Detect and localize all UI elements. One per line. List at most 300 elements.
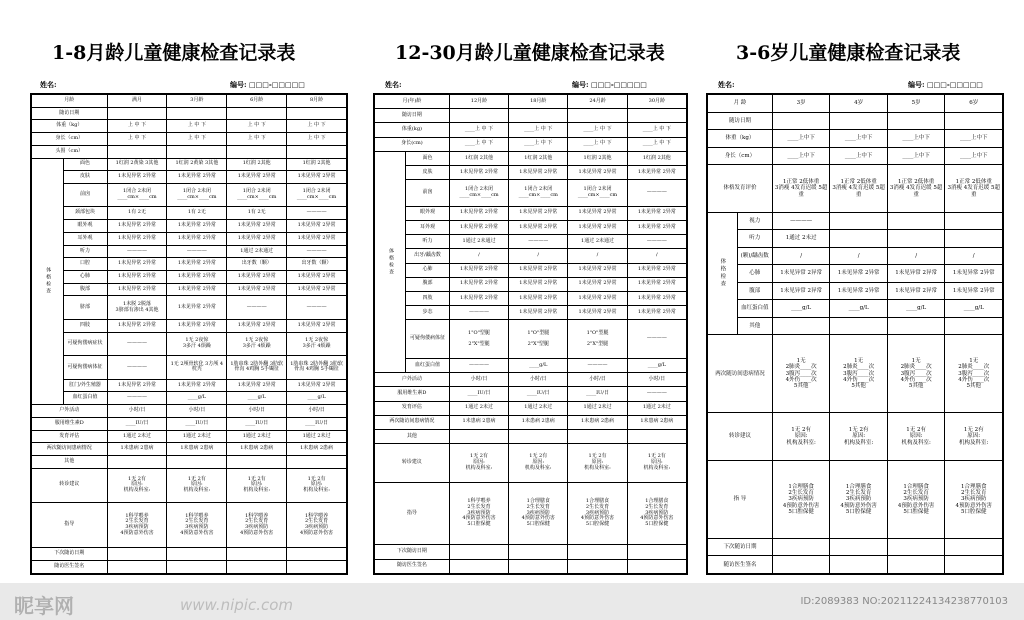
row-cell: 1未见异常 2异常 <box>449 263 508 277</box>
row-label: 指导 <box>32 503 108 548</box>
row-cell: 1未见异常 2异常 <box>887 265 945 283</box>
row-cell: 1未见异常 2异常 <box>287 220 347 233</box>
row-cell <box>227 548 287 561</box>
row-cell: 1合理膳食 2生长发育 3疾病预防 4预防意外伤害 5口腔保健 <box>627 482 686 545</box>
row-cell: 1正常 2低体重 3消瘦 4发育迟缓 5超重 <box>772 165 830 213</box>
table-row <box>32 430 347 443</box>
row-cell: 1科学喂养 2生长发育 3疾病预防 4预防意外伤害 <box>227 503 287 548</box>
row-cell: 6月龄 <box>227 95 287 108</box>
row-label: 转诊建议 <box>32 468 108 502</box>
row-label: 身长（cm） <box>32 133 108 146</box>
table-row <box>708 247 1003 265</box>
table-row <box>375 166 687 180</box>
row-cell: 1无 2夜惊 3多汗 4烦躁 <box>287 332 347 356</box>
row-cell <box>772 556 830 574</box>
table-row <box>32 258 347 271</box>
table-row <box>32 503 347 548</box>
table-row <box>32 560 347 573</box>
row-cell: 1红润 2其他 <box>509 151 568 165</box>
row-cell: 1科学喂养 2生长发育 3疾病预防 4预防意外伤害 <box>167 503 227 548</box>
table-row <box>375 545 687 559</box>
row-cell: ———— <box>627 180 686 206</box>
table-row <box>708 95 1003 113</box>
form2-name-label: 姓名: <box>385 80 402 89</box>
row-cell: 小时/日 <box>568 373 627 387</box>
row-cell <box>830 556 888 574</box>
table-row <box>32 379 347 392</box>
row-label: (颗)/龋齿数 <box>737 247 772 265</box>
row-cell <box>887 230 945 248</box>
row-cell: 1正常 2低体重 3消瘦 4发育迟缓 5超重 <box>945 165 1003 213</box>
row-cell <box>509 545 568 559</box>
row-cell: 上 中 下 <box>167 133 227 146</box>
form3-name-label: 姓名: <box>718 80 735 89</box>
row-cell: 1红润 2黄染 3其他 <box>167 158 227 171</box>
row-label: 眼外观 <box>63 220 107 233</box>
row-cell: ____IU/日 <box>167 417 227 430</box>
row-cell: 1未见异常 2异常 <box>227 319 287 332</box>
row-cell: 1无 2夜惊 3多汗 4烦躁 <box>227 332 287 356</box>
exam-group-label: 体格检查 <box>375 151 406 372</box>
row-label: 两次随访间患病情况 <box>32 443 108 456</box>
row-cell: 1未见异常 2异常 <box>627 263 686 277</box>
row-cell: 1未见异常 2异常 <box>107 232 167 245</box>
table-row <box>708 112 1003 130</box>
row-cell: 1红润 2其他 <box>627 151 686 165</box>
row-cell: 上 中 下 <box>107 120 167 133</box>
row-cell <box>509 109 568 123</box>
table-row <box>32 107 347 120</box>
row-cell: 1科学喂养 2生长发育 3疾病预防 4预防意外伤害 <box>107 503 167 548</box>
row-cell: 1未见异常 2异常 <box>568 263 627 277</box>
row-label: 心肺 <box>737 265 772 283</box>
row-cell: 3岁 <box>772 95 830 113</box>
row-cell: 1闭合 2未闭 ____cm×____cm <box>287 183 347 207</box>
row-cell <box>107 548 167 561</box>
row-label: 眼外观 <box>406 206 450 220</box>
row-label: 四肢 <box>406 291 450 305</box>
watermark-site: www.nipic.com <box>180 596 294 614</box>
row-cell: ———— <box>449 306 508 320</box>
row-cell: 1未患病 2患病 <box>287 443 347 456</box>
row-cell: 1未见异常 2异常 <box>627 277 686 291</box>
table-row <box>708 460 1003 538</box>
row-cell: 30月龄 <box>627 95 686 109</box>
row-cell: 1未见异常 2异常 <box>627 306 686 320</box>
row-cell <box>227 107 287 120</box>
table-row <box>708 265 1003 283</box>
row-label: 体重(kg) <box>375 123 450 137</box>
form1-title: 1-8月龄儿童健康检查记录表 <box>52 42 296 64</box>
row-cell <box>887 538 945 556</box>
row-cell: 1未见异常 2异常 <box>107 283 167 296</box>
row-label: 出牙/龋齿数 <box>406 249 450 263</box>
row-cell: / <box>945 247 1003 265</box>
row-label: 身长(cm) <box>375 137 450 151</box>
row-cell: / <box>509 249 568 263</box>
row-cell: 1通过 2未过 <box>509 401 568 415</box>
row-cell: ____IU/日 <box>509 387 568 401</box>
row-cell: 1正常 2低体重 3消瘦 4发育迟缓 5超重 <box>830 165 888 213</box>
row-cell <box>627 429 686 443</box>
row-label: 听力 <box>406 235 450 249</box>
row-cell: 1未见异常 2异常 <box>287 232 347 245</box>
row-cell: 1未见异常 2异常 <box>887 282 945 300</box>
table-row <box>375 206 687 220</box>
row-cell: 1未见异常 2异常 <box>449 166 508 180</box>
table-row <box>375 291 687 305</box>
table-row <box>708 130 1003 148</box>
row-cell <box>287 548 347 561</box>
row-cell <box>627 559 686 573</box>
row-label: 可疑佝偻病症状 <box>63 332 107 356</box>
row-label: 指 导 <box>708 460 773 538</box>
row-cell: ____g/L <box>830 300 888 318</box>
table-row <box>32 283 347 296</box>
row-cell: ———— <box>107 332 167 356</box>
row-cell: 1未见异常 2异常 <box>449 291 508 305</box>
watermark-logo: 昵享网 <box>14 594 74 618</box>
row-cell: 1未见异常 2异常 <box>107 379 167 392</box>
table-row <box>375 151 687 165</box>
row-cell: 1未见异常 2异常 <box>227 283 287 296</box>
table-row <box>375 220 687 234</box>
row-cell: 1未见异常 2异常 <box>287 171 347 184</box>
row-cell: 1未见异常 2异常 <box>167 220 227 233</box>
row-cell <box>830 230 888 248</box>
row-label: 肛门/外生殖器 <box>63 379 107 392</box>
row-cell: 上 中 下 <box>287 133 347 146</box>
row-cell: 1未见异常 2异常 <box>568 166 627 180</box>
row-cell: 1未见异常 2异常 <box>107 270 167 283</box>
row-cell: ———— <box>287 296 347 320</box>
row-cell: 1闭合 2未闭 ____cm×____cm <box>449 180 508 206</box>
row-cell: / <box>887 247 945 265</box>
row-cell: 1肋串珠 2肋外翻 3肋软骨沟 4鸡胸 5手镯征 <box>227 356 287 380</box>
row-cell: 1红润 2其他 <box>227 158 287 171</box>
table-row <box>375 429 687 443</box>
row-cell <box>167 145 227 158</box>
row-cell: 上 中 下 <box>167 120 227 133</box>
table-row <box>375 137 687 151</box>
row-label: 随访日期 <box>708 112 773 130</box>
row-label: 户外活动 <box>32 405 108 418</box>
row-cell: 1闭合 2未闭 ____cm×____cm <box>509 180 568 206</box>
row-cell: 24月龄 <box>568 95 627 109</box>
row-label: 步态 <box>406 306 450 320</box>
table-row <box>375 306 687 320</box>
row-cell: 1未见异常 2异常 <box>568 306 627 320</box>
row-cell <box>627 109 686 123</box>
row-cell <box>568 559 627 573</box>
row-cell: 5岁 <box>887 95 945 113</box>
watermark-image-id: ID:2089383 NO:20211224134238770103 <box>800 596 1008 607</box>
row-cell: 1通过 2未过 <box>627 401 686 415</box>
row-label: 听力 <box>737 230 772 248</box>
row-cell: 1红润 2其他 <box>568 151 627 165</box>
row-cell: 1未见异常 2异常 <box>227 379 287 392</box>
row-cell: 1未患病 2患病 <box>627 415 686 429</box>
row-cell: 4岁 <box>830 95 888 113</box>
row-label: 月(年)龄 <box>375 95 450 109</box>
row-label: 体格发育评价 <box>708 165 773 213</box>
row-label: 体重（kg） <box>708 130 773 148</box>
table-row <box>375 235 687 249</box>
exam-group-label: 体格检查 <box>32 158 64 405</box>
row-cell: 小时/日 <box>509 373 568 387</box>
row-cell: 1未见异常 2异常 <box>945 265 1003 283</box>
row-cell <box>449 559 508 573</box>
row-cell <box>568 109 627 123</box>
row-cell: 1未见异常 2异常 <box>107 319 167 332</box>
row-cell: 1未患病 2患病 <box>568 415 627 429</box>
row-label: 发育评估 <box>375 401 450 415</box>
row-label: 其他 <box>375 429 450 443</box>
row-label: 面色 <box>406 151 450 165</box>
row-label: 转诊建议 <box>375 444 450 482</box>
row-cell: 1合理膳食 2生长发育 3疾病预防 4预防意外伤害 5口腔保健 <box>945 460 1003 538</box>
table-row <box>32 183 347 207</box>
row-cell <box>772 317 830 335</box>
row-cell: 1"O"型腿 2"X"型腿 <box>509 320 568 358</box>
row-cell: ———— <box>107 392 167 405</box>
row-cell <box>167 455 227 468</box>
table-row <box>375 123 687 137</box>
row-cell: 1未见异常 2异常 <box>167 171 227 184</box>
row-cell: ———— <box>627 387 686 401</box>
row-cell: ———— <box>509 235 568 249</box>
row-cell: 1红润 2其他 <box>287 158 347 171</box>
row-cell: 上 中 下 <box>287 120 347 133</box>
table-row <box>375 401 687 415</box>
row-cell: 1正常 2低体重 3消瘦 4发育迟缓 5超重 <box>887 165 945 213</box>
row-label: 随访日期 <box>32 107 108 120</box>
row-cell: ____g/L <box>287 392 347 405</box>
row-cell <box>887 317 945 335</box>
row-cell: 1未见异常 2异常 <box>509 306 568 320</box>
row-cell <box>830 112 888 130</box>
table-row <box>708 230 1003 248</box>
row-cell: ———— <box>772 212 830 230</box>
row-cell: 1未见异常 2异常 <box>167 258 227 271</box>
row-cell <box>830 212 888 230</box>
row-label: 皮肤 <box>406 166 450 180</box>
row-cell: 1未患病 2患病 <box>167 443 227 456</box>
row-cell: 1未见异常 2异常 <box>509 206 568 220</box>
row-label: 脐部 <box>63 296 107 320</box>
row-cell: 1闭合 2未闭 ____cm×____cm <box>568 180 627 206</box>
table-row <box>708 165 1003 213</box>
table-row <box>32 220 347 233</box>
row-cell: ____g/L <box>887 300 945 318</box>
row-cell: 1未见异常 2异常 <box>568 277 627 291</box>
row-label: 面色 <box>63 158 107 171</box>
row-cell: 上 中 下 <box>227 133 287 146</box>
row-cell <box>287 107 347 120</box>
table-row <box>375 95 687 109</box>
row-label: 听力 <box>63 245 107 258</box>
row-cell: 1未见异常 2异常 <box>287 379 347 392</box>
row-label: 体重（kg） <box>32 120 108 133</box>
row-cell <box>227 455 287 468</box>
row-label: 随访日期 <box>375 109 450 123</box>
form1-id-label: 编号: □□□-□□□□□ <box>230 80 305 89</box>
row-label: 下次随访日期 <box>32 548 108 561</box>
row-label: 指导 <box>375 482 450 545</box>
row-label: 转诊建议 <box>708 413 773 461</box>
row-cell: 1未脱 2脱落 3脐部有渗出 4其他 <box>107 296 167 320</box>
table-row <box>375 109 687 123</box>
row-cell: ———— <box>627 320 686 358</box>
table-row <box>375 263 687 277</box>
row-cell: 1红润 2其他 <box>449 151 508 165</box>
row-cell: 1无 2有 原因: 机构及科室: <box>627 444 686 482</box>
row-cell: 1通过 2未通过 <box>449 235 508 249</box>
row-cell <box>107 560 167 573</box>
row-cell: 1未见异常 2异常 <box>509 166 568 180</box>
row-label: 其他 <box>737 317 772 335</box>
table-row <box>375 444 687 482</box>
row-cell: ____IU/日 <box>449 387 508 401</box>
table-row <box>32 405 347 418</box>
row-cell: 1未见异常 2异常 <box>449 277 508 291</box>
row-cell: / <box>568 249 627 263</box>
row-cell <box>449 429 508 443</box>
row-cell <box>945 230 1003 248</box>
row-cell <box>107 455 167 468</box>
row-cell: 1通过 2未过 <box>227 430 287 443</box>
row-cell: ____上 中 下 <box>568 123 627 137</box>
row-cell: 1未见异常 2异常 <box>772 282 830 300</box>
table-row <box>32 245 347 258</box>
row-cell <box>945 212 1003 230</box>
row-cell <box>287 145 347 158</box>
row-cell: 上 中 下 <box>227 120 287 133</box>
row-cell: 1科学喂养 2生长发育 3疾病预防 4预防意外伤害 <box>287 503 347 548</box>
row-cell: 1无 2有 原因: 机构及科室: <box>167 468 227 502</box>
row-cell: 出牙数（颗） <box>227 258 287 271</box>
row-cell <box>287 455 347 468</box>
row-cell: ____g/L <box>945 300 1003 318</box>
row-cell <box>772 538 830 556</box>
row-cell: ____上 中 下 <box>568 137 627 151</box>
row-cell: 1未见异常 2异常 <box>509 263 568 277</box>
row-cell: ———— <box>107 356 167 380</box>
row-cell: ———— <box>167 245 227 258</box>
row-cell: 1未见异常 2异常 <box>167 232 227 245</box>
row-cell <box>227 145 287 158</box>
row-label: 随访医生签名 <box>375 559 450 573</box>
row-cell: ———— <box>287 245 347 258</box>
row-label: 血红蛋白值 <box>406 358 450 372</box>
row-cell: ———— <box>287 207 347 220</box>
row-cell: 18月龄 <box>509 95 568 109</box>
row-cell: 1有 2无 <box>167 207 227 220</box>
row-cell: 1未见异常 2异常 <box>568 291 627 305</box>
row-label: 两次随访间患病情况 <box>375 415 450 429</box>
table-row <box>375 358 687 372</box>
row-cell: 1未见异常 2异常 <box>568 220 627 234</box>
row-cell: 12月龄 <box>449 95 508 109</box>
table-row <box>32 356 347 380</box>
row-cell: 1未见异常 2异常 <box>167 283 227 296</box>
table-row <box>375 320 687 358</box>
row-label: 月龄 <box>32 95 108 108</box>
row-cell: 1未见异常 2异常 <box>167 270 227 283</box>
row-cell: ____g/L <box>227 392 287 405</box>
row-label: 身长（cm） <box>708 147 773 165</box>
row-cell: ____上中下 <box>772 147 830 165</box>
row-cell: 1无 2有 原因: 机构及科室: <box>887 413 945 461</box>
table-row <box>375 482 687 545</box>
row-cell: 1未见异常 2异常 <box>627 166 686 180</box>
row-cell: ____IU/日 <box>568 387 627 401</box>
row-cell: ____g/L <box>509 358 568 372</box>
row-cell: 1无 2有 原因: 机构及科室: <box>509 444 568 482</box>
row-label: 视力 <box>737 212 772 230</box>
row-cell: 1通过 2未通过 <box>227 245 287 258</box>
row-cell <box>287 560 347 573</box>
table-row <box>32 120 347 133</box>
row-cell: 1无 2有 原因: 机构及科室: <box>830 413 888 461</box>
row-cell: 1有 2无 <box>227 207 287 220</box>
form1-name-label: 姓名: <box>40 80 57 89</box>
row-cell: 1未见异常 2异常 <box>287 283 347 296</box>
row-cell: 1无 2颅骨软化 3方颅 4枕秃 <box>167 356 227 380</box>
row-cell <box>887 212 945 230</box>
row-label: 前囟 <box>406 180 450 206</box>
row-label: 发育评估 <box>32 430 108 443</box>
row-cell: ———— <box>627 235 686 249</box>
row-cell: 1通过 2未过 <box>449 401 508 415</box>
row-cell: / <box>627 249 686 263</box>
row-cell: 1无 2肺炎____次 3腹泻____次 4外伤____次 5其他 <box>772 335 830 413</box>
table-row <box>708 282 1003 300</box>
row-cell: 1未见异常 2异常 <box>167 379 227 392</box>
row-cell: ____上中下 <box>945 130 1003 148</box>
row-cell: 1无 2肺炎____次 3腹泻____次 4外伤____次 5其他 <box>887 335 945 413</box>
row-cell: ____上 中 下 <box>449 123 508 137</box>
row-cell: 1无 2有 原因: 机构及科室: <box>287 468 347 502</box>
row-cell: 小时/日 <box>627 373 686 387</box>
row-cell: 1科学喂养 2生长发育 3疾病预防 4预防意外伤害 5口腔保健 <box>449 482 508 545</box>
table-row <box>32 443 347 456</box>
table-row <box>375 559 687 573</box>
row-cell: 1未见异常 2异常 <box>627 206 686 220</box>
row-label: 随访医生签名 <box>708 556 773 574</box>
row-cell: 1无 2肺炎____次 3腹泻____次 4外伤____次 5其他 <box>830 335 888 413</box>
table-row <box>32 417 347 430</box>
row-label: 前囟 <box>63 183 107 207</box>
table-row <box>32 270 347 283</box>
row-label: 耳外观 <box>63 232 107 245</box>
table-row <box>32 296 347 320</box>
row-cell: ———— <box>449 358 508 372</box>
row-label: 腹部 <box>737 282 772 300</box>
row-cell <box>167 560 227 573</box>
row-cell: ———— <box>107 245 167 258</box>
table-row <box>32 548 347 561</box>
row-cell: ____IU/日 <box>107 417 167 430</box>
row-label: 月 龄 <box>708 95 773 113</box>
exam-group-label: 体格检查 <box>708 212 738 335</box>
row-cell: ____g/L <box>627 358 686 372</box>
row-label: 心肺 <box>406 263 450 277</box>
row-cell: 1未患病 2患病 <box>227 443 287 456</box>
row-cell: 1未见异常 2异常 <box>227 232 287 245</box>
row-cell <box>945 317 1003 335</box>
row-cell: 小时/日 <box>167 405 227 418</box>
